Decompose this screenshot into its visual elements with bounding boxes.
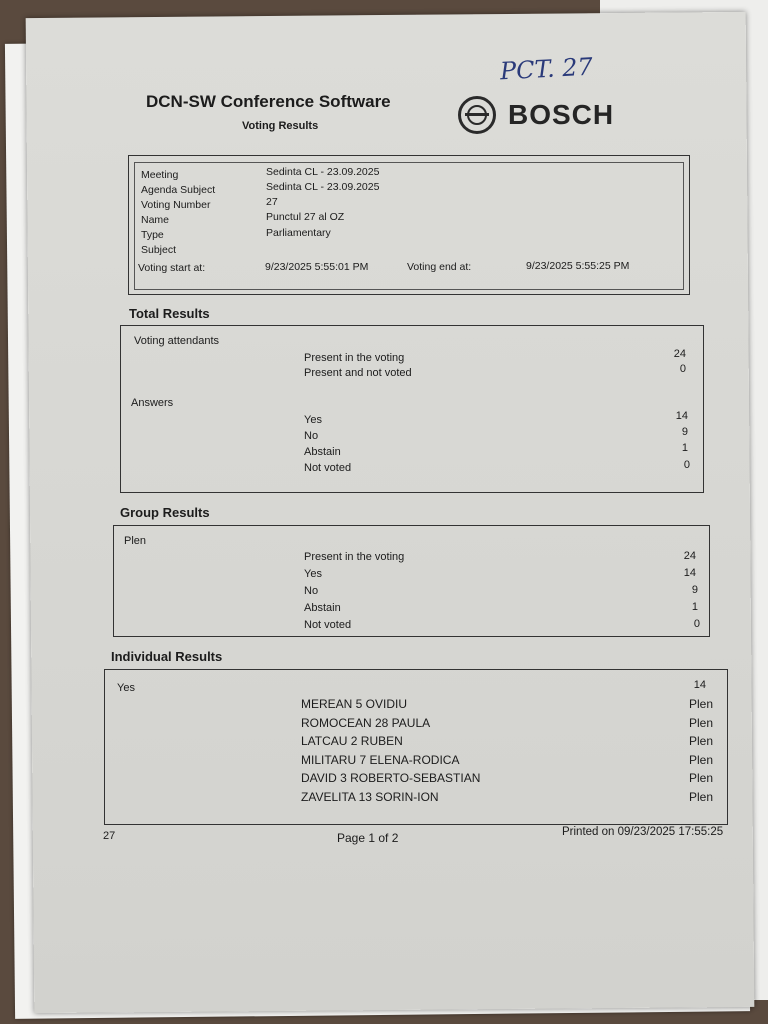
type-label: Type [141,229,164,241]
group-abstain-label: Abstain [304,602,341,614]
bosch-logo-icon [458,96,496,134]
group-name: Plen [124,535,147,547]
footer-voting-number: 27 [103,830,116,842]
handwritten-note: PCT. 27 [499,52,594,86]
total-results-title: Total Results [129,306,210,321]
list-item [301,716,713,735]
voter-group: Plen [688,771,713,785]
voting-number-value: 27 [266,196,278,208]
voter-group: Plen [688,789,713,804]
group-not-voted-value: 0 [693,618,700,630]
group-yes-label: Yes [304,568,322,580]
total-yes-label: Yes [304,414,322,426]
document-subtitle: Voting Results [242,120,319,132]
present-label: Present in the voting [304,352,405,364]
group-no-value: 9 [691,584,698,596]
end-label: Voting end at: [407,261,472,273]
start-value: 9/23/2025 5:55:01 PM [265,261,369,273]
total-abstain-label: Abstain [304,446,341,458]
individual-results-list [301,697,713,808]
group-present-label: Present in the voting [304,551,405,563]
name-label: Name [141,214,170,226]
voter-name: MILITARU 7 ELENA-RODICA [301,752,460,767]
footer-printed-on: Printed on 09/23/2025 17:55:25 [562,826,724,838]
answer-yes-count: 14 [693,679,706,691]
answers-label: Answers [131,397,174,409]
total-no-value: 9 [681,426,688,438]
total-no-label: No [304,430,319,442]
total-abstain-value: 1 [681,442,688,454]
total-not-voted-label: Not voted [304,462,352,474]
footer-page-number: Page 1 of 2 [337,831,399,845]
voter-name: LATCAU 2 RUBEN [301,734,403,748]
list-item [301,753,713,772]
group-present-value: 24 [683,550,696,562]
voter-group: Plen [688,715,713,730]
start-label: Voting start at: [138,262,206,274]
voting-number-label: Voting Number [141,199,211,211]
total-yes-value: 14 [675,410,688,422]
voter-name: MEREAN 5 OVIDIU [301,697,408,711]
meeting-value: Sedinta CL - 23.09.2025 [266,166,380,178]
meeting-label: Meeting [141,169,179,181]
agenda-label: Agenda Subject [141,184,216,196]
present-value: 24 [673,348,686,360]
voter-group: Plen [688,752,713,767]
end-value: 9/23/2025 5:55:25 PM [526,260,630,272]
voter-name: ROMOCEAN 28 PAULA [301,715,431,730]
voter-group: Plen [688,734,713,748]
group-results-title: Group Results [120,505,210,520]
group-no-label: No [304,585,319,597]
group-abstain-value: 1 [691,601,698,613]
list-item [301,790,713,809]
group-not-voted-label: Not voted [304,619,352,631]
individual-results-title: Individual Results [111,649,223,664]
list-item [301,697,713,716]
voter-name: DAVID 3 ROBERTO-SEBASTIAN [301,771,481,785]
agenda-value: Sedinta CL - 23.09.2025 [266,181,380,193]
group-yes-value: 14 [683,567,696,579]
group-results-box [113,525,710,637]
bosch-brand [458,96,614,134]
present-not-voted-label: Present and not voted [304,367,412,379]
subject-label: Subject [141,244,177,256]
voter-group: Plen [688,697,713,711]
list-item [301,734,713,753]
name-value: Punctul 27 al OZ [266,211,345,223]
bosch-wordmark: BOSCH [508,99,615,130]
document-title: DCN-SW Conference Software [146,92,391,111]
total-results-box [120,325,704,493]
list-item [301,771,713,790]
answer-yes-label: Yes [117,682,135,694]
total-not-voted-value: 0 [683,459,690,471]
voting-attendants-label: Voting attendants [134,335,220,347]
type-value: Parliamentary [266,227,331,239]
voter-name: ZAVELITA 13 SORIN-ION [301,789,439,804]
present-not-voted-value: 0 [679,363,686,375]
